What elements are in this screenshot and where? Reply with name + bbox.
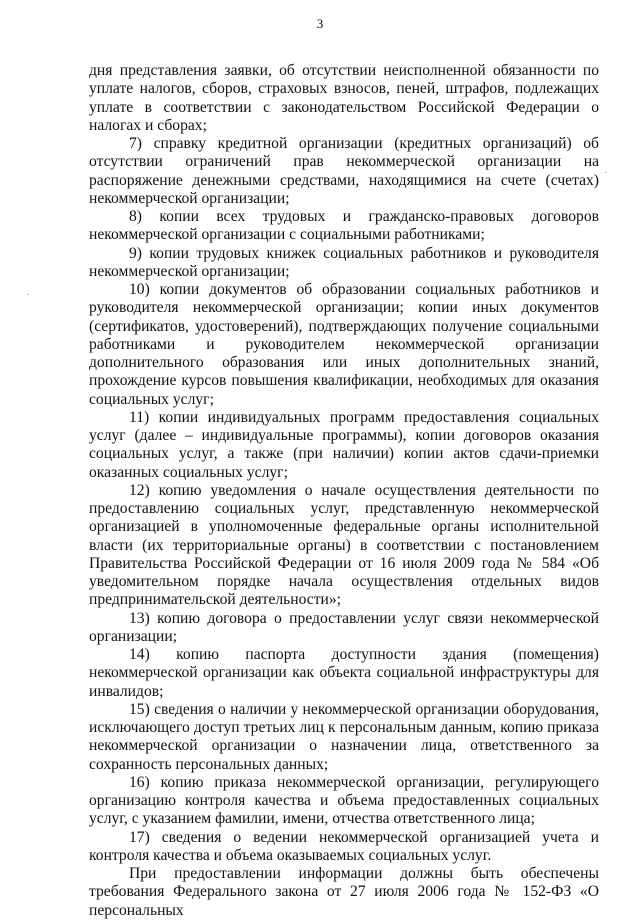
list-item-13: 13) копию договора о предоставлении услуг связи некоммерческой организации; (89, 609, 599, 645)
list-item-17: 17) сведения о ведении некоммерческой организацией учета и контроля качества и объема оказываемых социальных услуг. (89, 828, 599, 864)
list-item-8: 8) копии всех трудовых и гражданско-правовых договоров некоммерческой организации с социальными работниками; (89, 208, 599, 244)
document-body (89, 62, 599, 920)
paragraph-personal-data: При предоставлении информации должны быть обеспечены требования Федерального закона от 27 июля 2006 года № 152-ФЗ «О персональных (89, 865, 599, 919)
list-item-7: 7) справку кредитной организации (кредитных организаций) об отсутствии ограничений прав некоммерческой организации на распоряжение денежными средствами, находящимися на счете (счетах) некоммерческой организации; (89, 135, 599, 207)
paragraph-continuation: дня представления заявки, об отсутствии неисполненной обязанности по уплате налогов, сборов, страховых взносов, пеней, штрафов, подлежащих уплате в соответствии с законодательством Российской Федерации о налогах и сборах; (89, 62, 599, 134)
scan-speck: · (604, 168, 608, 179)
scan-speck: · (26, 290, 30, 301)
page-number: 3 (316, 16, 324, 31)
list-item-12: 12) копию уведомления о начале осуществления деятельности по предоставлению социальных услуг, представленную некоммерческой организацией в уполномоченные федеральные органы исполнительной власти (их территориальные органы) в соответствии с постановлением Правительства Российской Федерации от 16 июля 2009 года № 584 «Об уведомительном порядке начала осуществления отдельных видов предпринимательской деятельности»; (89, 481, 599, 609)
list-item-10: 10) копии документов об образовании социальных работников и руководителя некоммерческой организации; копии иных документов (сертификатов, удостоверений), подтверждающих получение социальными работниками и руководителем некоммерческой организации дополнительного образования или иных дополнительных знаний, прохождение курсов повышения квалификации, необходимых для оказания социальных услуг; (89, 281, 599, 408)
list-item-11: 11) копии индивидуальных программ предоставления социальных услуг (далее – индивидуальные программы), копии договоров оказания социальных услуг, а также (при наличии) копии актов сдачи-приемки оказанных социальных услуг; (89, 408, 599, 481)
list-item-14: 14) копию паспорта доступности здания (помещения) некоммерческой организации как объекта социальной инфраструктуры для инвалидов; (89, 646, 599, 700)
list-item-15: 15) сведения о наличии у некоммерческой организации оборудования, исключающего доступ третьих лиц к персональным данным, копию приказа некоммерческой организации о назначении лица, ответственного за сохранность персональных данных; (89, 700, 599, 773)
list-item-16: 16) копию приказа некоммерческой организации, регулирующего организацию контроля качества и объема предоставленных социальных услуг, с указанием фамилии, имени, отчества ответственного лица; (89, 773, 599, 828)
list-item-9: 9) копии трудовых книжек социальных работников и руководителя некоммерческой организации; (89, 244, 599, 280)
